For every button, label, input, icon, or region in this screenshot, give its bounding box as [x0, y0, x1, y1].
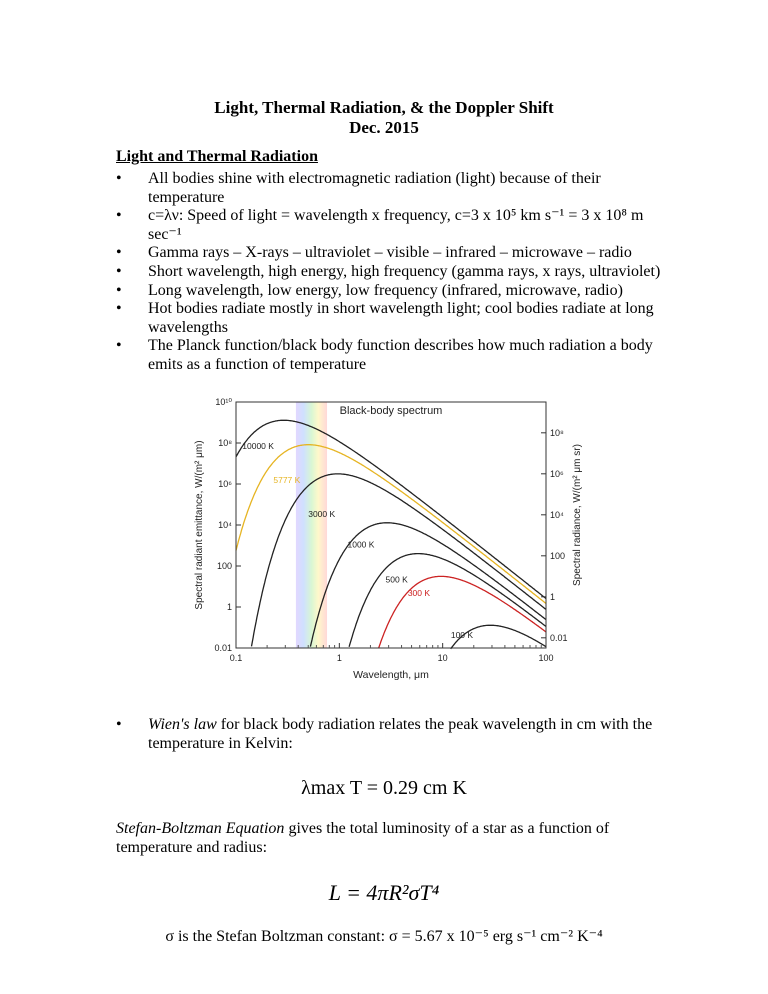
stefan-paragraph: [116, 820, 676, 857]
wien-bullet: [116, 716, 676, 753]
series-label: 500 K: [385, 574, 408, 585]
stefan-text: gives the total luminosity of a star as a function of temperature and radius:: [116, 820, 610, 856]
y-right-tick-label: 1: [550, 591, 556, 602]
x-axis-label: Wavelength, μm: [353, 669, 429, 681]
y-tick-label: 0.01: [214, 643, 232, 653]
bullet-dot: •: [116, 716, 122, 733]
series-label: 1000 K: [347, 539, 375, 550]
y-right-tick-label: 10⁸: [550, 427, 564, 438]
y-axis-label-right: Spectral radiance, W/(m² μm sr): [572, 444, 583, 586]
y-axis-label: Spectral radiant emittance, W/(m² μm): [194, 440, 205, 610]
series-label: 300 K: [407, 587, 431, 598]
black-body-chart: [186, 386, 586, 688]
y-right-tick-label: 10⁴: [550, 509, 564, 520]
visible-band: [296, 402, 327, 648]
chart-title: Black-body spectrum: [339, 405, 443, 417]
y-right-tick-label: 100: [550, 550, 566, 561]
y-tick-label: 10⁶: [218, 479, 232, 489]
series-line: [310, 523, 546, 647]
y-tick-label: 100: [216, 561, 232, 571]
bullet-list: [116, 170, 676, 375]
series-line: [252, 474, 547, 647]
series-label: 100 K: [450, 630, 474, 641]
series-label: 5777 K: [273, 475, 301, 486]
y-tick-label: 1: [226, 602, 232, 612]
wien-equation: λmax T = 0.29 cm K: [301, 777, 467, 799]
list-item: • c=λν: Speed of light = wavelength x frequency, c=3 x 10⁵ km s⁻¹ = 3 x 10⁸ m sec⁻¹: [116, 207, 676, 244]
section-heading: Light and Thermal Radiation: [116, 148, 318, 165]
x-tick-label: 0.1: [229, 653, 243, 663]
y-tick-label: 10¹⁰: [215, 397, 232, 407]
page-title: Light, Thermal Radiation, & the Doppler Shift: [214, 98, 554, 117]
wien-text: for black body radiation relates the peak wavelength in cm with the temperature in Kelvin:: [148, 716, 653, 752]
list-item: • Gamma rays – X-rays – ultraviolet – visible – infrared – microwave – radio: [116, 244, 676, 263]
wien-term: Wien's law: [148, 716, 217, 733]
list-item: • Long wavelength, low energy, low frequency (infrared, microwave, radio): [116, 282, 676, 301]
page-date: Dec. 2015: [349, 118, 419, 137]
y-tick-label: 10⁸: [218, 438, 232, 448]
list-item: • All bodies shine with electromagnetic radiation (light) because of their temperature: [116, 170, 676, 207]
stefan-term: Stefan-Boltzman Equation: [116, 820, 285, 837]
sigma-definition: σ is the Stefan Boltzman constant: σ = 5.67 x 10⁻⁵ erg s⁻¹ cm⁻² K⁻⁴: [165, 928, 603, 945]
series-line: [349, 554, 546, 647]
list-item: • The Planck function/black body function describes how much radiation a body emits as a function of temperature: [116, 337, 676, 374]
y-tick-label: 10⁴: [218, 520, 232, 530]
y-right-tick-label: 0.01: [550, 632, 568, 643]
x-tick-label: 100: [538, 653, 554, 663]
series-line: [236, 420, 546, 598]
stefan-equation: L = 4πR²σT⁴: [328, 880, 440, 905]
series-label: 10000 K: [242, 441, 274, 452]
x-tick-label: 10: [437, 653, 448, 663]
list-item: • Hot bodies radiate mostly in short wavelength light; cool bodies radiate at long wavelengths: [116, 300, 676, 337]
series-label: 3000 K: [308, 508, 336, 519]
list-item: • Short wavelength, high energy, high frequency (gamma rays, x rays, ultraviolet): [116, 263, 676, 282]
y-right-tick-label: 10⁶: [550, 468, 564, 479]
x-tick-label: 1: [336, 653, 342, 663]
